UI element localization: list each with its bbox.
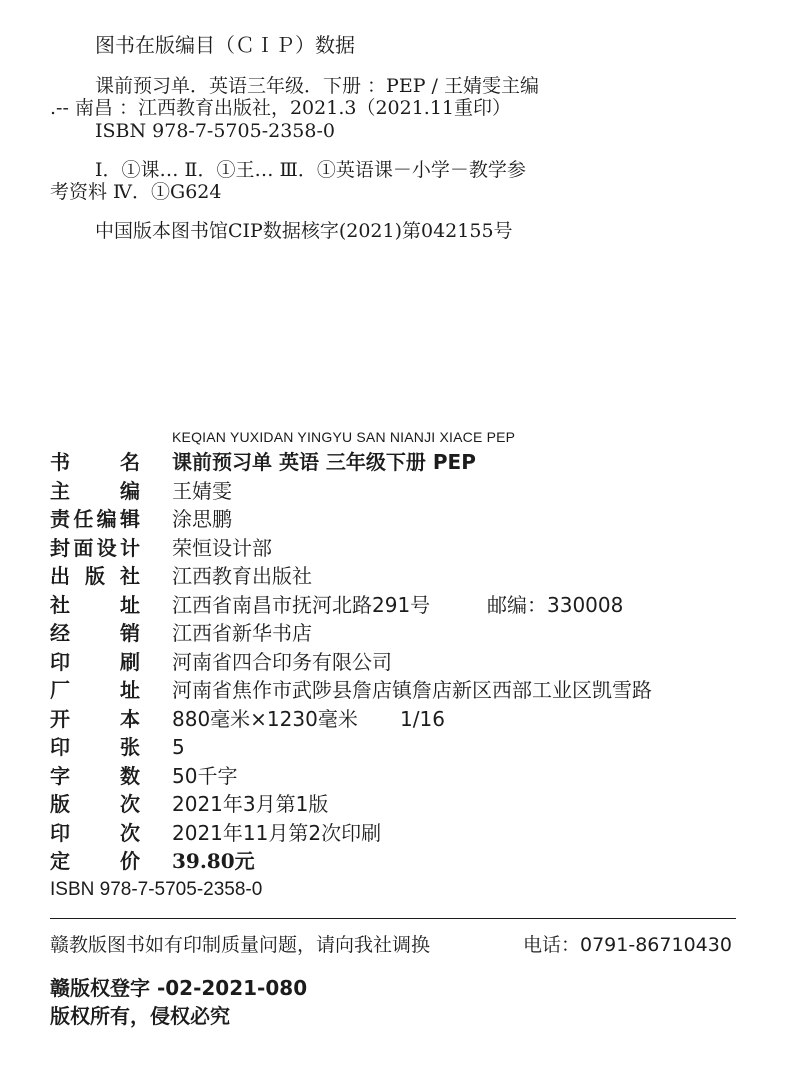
value-format-fraction: 1/16 xyxy=(400,706,445,731)
value-publisher-address: 江西省南昌市抚河北路291号 xyxy=(172,592,431,617)
label-book-title: 书 名 xyxy=(50,450,140,474)
label-printed-sheets: 印 张 xyxy=(50,735,140,759)
cip-record-line-isbn: ISBN 978-7-5705-2358-0 xyxy=(95,120,335,142)
label-impression: 印 次 xyxy=(50,820,140,845)
row-edition xyxy=(50,790,740,819)
row-printed-sheets xyxy=(50,733,740,762)
value-printed-sheets: 5 xyxy=(172,735,185,759)
row-impression xyxy=(50,819,740,848)
value-printer: 河南省四合印务有限公司 xyxy=(172,649,392,674)
value-postcode: 邮编：330008 xyxy=(487,592,624,617)
value-book-title: 课前预习单 英语 三年级下册 PEP xyxy=(172,450,476,474)
value-editor: 王婧雯 xyxy=(172,478,232,503)
value-responsible-editor: 涂思鹏 xyxy=(172,507,232,531)
row-editor xyxy=(50,477,740,506)
row-book-title xyxy=(50,448,740,477)
row-format xyxy=(50,705,740,734)
row-cover-design xyxy=(50,534,740,563)
value-word-count: 50千字 xyxy=(172,763,238,788)
cip-classification-line-1: Ⅰ．①课… Ⅱ．①王… Ⅲ．①英语课－小学－教学参 xyxy=(95,159,526,181)
cip-classification-line-2: 考资料 Ⅳ．①G624 xyxy=(50,181,222,203)
quality-notice: 赣教版图书如有印制质量问题，请向我社调换 xyxy=(50,934,431,956)
cip-record-line-title: 课前预习单．英语三年级．下册 ：PEP / 王婧雯主编 xyxy=(95,75,539,97)
label-price: 定 价 xyxy=(50,849,140,873)
label-word-count: 字 数 xyxy=(50,763,140,788)
row-factory-address xyxy=(50,676,740,705)
label-distributor: 经 销 xyxy=(50,621,140,645)
copyright-rights: 版权所有，侵权必究 xyxy=(50,1004,230,1028)
label-format: 开 本 xyxy=(50,706,140,731)
copyright-registration: 赣版权登字 -02-2021-080 xyxy=(50,976,308,1000)
row-responsible-editor xyxy=(50,505,740,534)
label-responsible-editor: 责任编辑 xyxy=(50,507,140,531)
pinyin-title: KEQIAN YUXIDAN YINGYU SAN NIANJI XIACE PEP xyxy=(172,429,516,445)
cip-header-title: 图书在版编目（ＣＩＰ）数据 xyxy=(95,33,355,57)
label-factory-address: 厂 址 xyxy=(50,678,140,702)
row-publisher xyxy=(50,562,740,591)
label-editor: 主 编 xyxy=(50,478,140,503)
value-factory-address: 河南省焦作市武陟县詹店镇詹店新区西部工业区凯雪路 xyxy=(172,678,652,702)
value-distributor: 江西省新华书店 xyxy=(172,621,312,645)
colophon-isbn: ISBN 978-7-5705-2358-0 xyxy=(50,878,263,900)
cip-number: 中国版本图书馆CIP数据核字(2021)第042155号 xyxy=(95,220,513,242)
label-cover-design: 封面设计 xyxy=(50,535,140,560)
cip-record-line-publisher: .-- 南昌 ：江西教育出版社，2021.3（2021.11重印） xyxy=(50,97,512,119)
row-printer xyxy=(50,648,740,677)
row-publisher-address xyxy=(50,591,740,620)
colophon-table xyxy=(50,448,740,904)
value-publisher: 江西教育出版社 xyxy=(172,564,312,588)
label-printer: 印 刷 xyxy=(50,649,140,674)
contact-phone: 电话：0791-86710430 xyxy=(523,934,732,956)
label-edition: 版 次 xyxy=(50,792,140,816)
row-price xyxy=(50,847,740,876)
divider-line xyxy=(50,918,736,919)
value-edition: 2021年3月第1版 xyxy=(172,792,329,816)
value-impression: 2021年11月第2次印刷 xyxy=(172,820,382,845)
label-publisher-address: 社 址 xyxy=(50,592,140,617)
value-cover-design: 荣恒设计部 xyxy=(172,535,272,560)
value-price: 39.80元 xyxy=(172,849,255,873)
value-format: 880毫米×1230毫米 xyxy=(172,706,358,731)
label-publisher: 出 版 社 xyxy=(50,564,140,588)
row-distributor xyxy=(50,619,740,648)
row-word-count xyxy=(50,762,740,791)
